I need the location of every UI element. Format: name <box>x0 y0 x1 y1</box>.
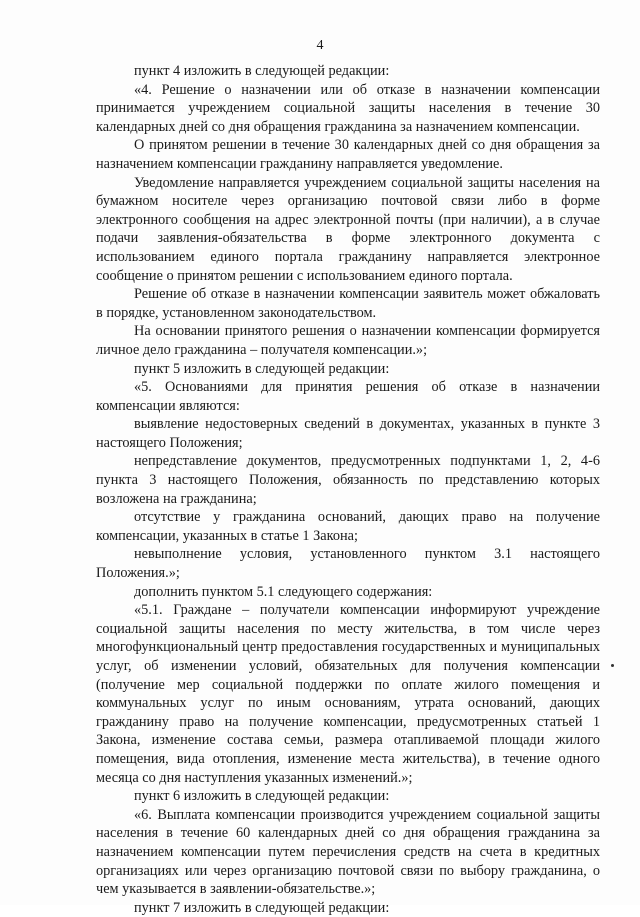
paragraph-ground-no-entitlement: отсутствие у гражданина оснований, дающих право на получение компенсации, указанных в статье 1 Закона; <box>96 509 600 544</box>
paragraph-notification-method: Уведомление направляется учреждением социальной защиты населения на бумажном носителе через организацию почтовой связи либо в форме электронного сообщения на адрес электронной почты (при наличии), а в случае подачи заявления-обязательства в форме электронного документа с использованием единого портала гражданину направляется электронное сообщение о принятом решении с использованием единого портала. <box>96 174 600 284</box>
paragraph-notification-term: О принятом решении в течение 30 календарных дней со дня обращения за назначением компенсации гражданину направляется уведомление. <box>96 137 600 172</box>
paragraph-personal-file: На основании принятого решения о назначении компенсации формируется личное дело гражданина – получателя компенсации.»; <box>96 323 600 358</box>
paragraph-amend-item-6: пункт 6 изложить в следующей редакции: <box>134 788 390 805</box>
paragraph-item-5-refusal-grounds: «5. Основаниями для принятия решения об отказе в назначении компенсации являются: <box>96 379 600 414</box>
paragraph-item-6-payment: «6. Выплата компенсации производится учреждением социальной защиты населения в течение 60 календарных дней со дня обращения гражданина за назначением компенсации путем перечисления средств на счета в кредитных организациях или через организацию почтовой связи по выбору гражданина, о чем указывается в заявлении-обязательстве.»; <box>96 806 600 898</box>
document-body <box>96 62 600 917</box>
paragraph-add-item-5-1: дополнить пунктом 5.1 следующего содержания: <box>134 583 433 600</box>
paragraph-amend-item-7: пункт 7 изложить в следующей редакции: <box>134 899 390 916</box>
paragraph-item-5-1-informing: «5.1. Граждане – получатели компенсации информируют учреждение социальной защиты населения по месту жительства, в том числе через многофункциональный центр предоставления государственных и муниципальных услуг, об изменении условий, обязательных для получения компенсации (получение мер социальной поддержки по оплате жилого помещения и коммунальных услуг по иным основаниям, утрата оснований, дающих гражданину право на получение компенсации, предусмотренных статьей 1 Закона, изменение состава семьи, размера отапливаемой площади жилого помещения, вида отопления, изменение места жительства), в течение одного месяца со дня наступления указанных изменений.»; <box>96 602 600 786</box>
scan-speck <box>611 664 614 667</box>
paragraph-item-4-decision: «4. Решение о назначении или об отказе в назначении компенсации принимается учреждением социальной защиты населения в течение 30 календарных дней со дня обращения гражданина за назначением компенсации. <box>96 81 600 135</box>
paragraph-amend-item-5: пункт 5 изложить в следующей редакции: <box>134 360 390 377</box>
page-number: 4 <box>316 38 324 53</box>
paragraph-amend-item-4: пункт 4 изложить в следующей редакции: <box>134 63 390 79</box>
paragraph-appeal: Решение об отказе в назначении компенсации заявитель может обжаловать в порядке, установленном законодательством. <box>96 286 600 321</box>
paragraph-ground-false-info: выявление недостоверных сведений в документах, указанных в пункте 3 настоящего Положения; <box>96 416 600 451</box>
paragraph-ground-missing-documents: непредставление документов, предусмотренных подпунктами 1, 2, 4-6 пункта 3 настоящего Положения, обязанность по представлению которых возложена на гражданина; <box>96 453 600 507</box>
paragraph-ground-condition-unmet: невыполнение условия, установленного пунктом 3.1 настоящего Положения.»; <box>96 546 600 582</box>
